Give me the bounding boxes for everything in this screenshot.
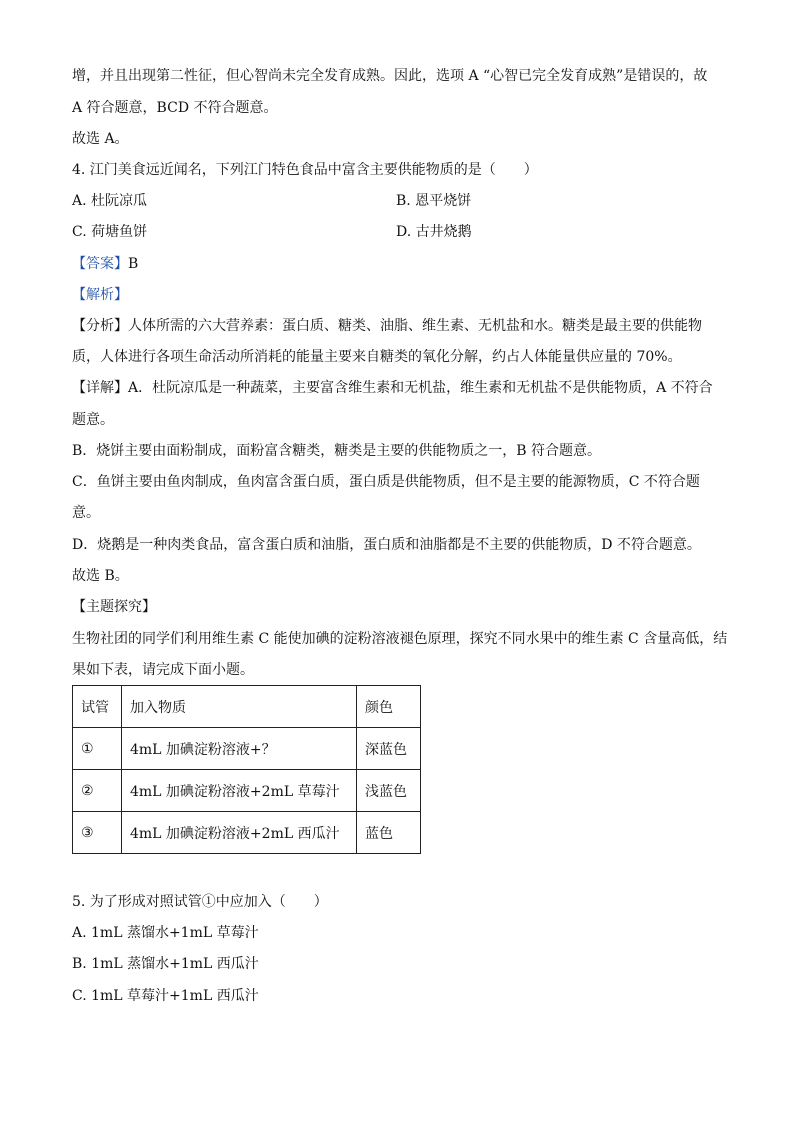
text-line: 果如下表，请完成下面小题。 [72,662,254,678]
table-cell: ② [73,770,122,812]
text-line: 故选 A。 [72,131,129,147]
table-cell: 4mL 加碘淀粉溶液+？ [122,728,357,770]
q4-option-d: D. 古井烧鹅 [396,224,472,240]
table-cell: ③ [73,812,122,854]
text-line: 增，并且出现第二性征，但心智尚未完全发育成熟。因此，选项 A “心智已完全发育成熟”是错误的，故 [72,68,708,84]
q4-option-b: B. 恩平烧饼 [396,193,472,209]
answer-value: B [128,256,139,272]
q5-option-c: C. 1mL 草莓汁+1mL 西瓜汁 [72,988,259,1004]
question-5-stem: 5. 为了形成对照试管①中应加入（ ） [72,894,328,910]
table-row [73,812,421,854]
table-cell: 蓝色 [357,812,421,854]
text-line: 题意。 [72,412,114,428]
table-cell: 4mL 加碘淀粉溶液+2mL 草莓汁 [122,770,357,812]
text-line: D．烧鹅是一种肉类食品，富含蛋白质和油脂，蛋白质和油脂都是不主要的供能物质，D 不符合题意。 [72,537,701,553]
table-header-row [73,686,421,728]
table-cell: ① [73,728,122,770]
text-line: 【详解】A．杜阮凉瓜是一种蔬菜，主要富含维生素和无机盐，维生素和无机盐不是供能物质，A 不符合 [72,380,713,396]
table-header-cell: 试管 [73,686,122,728]
text-line: 质，人体进行各项生命活动所消耗的能量主要来自糖类的氧化分解，约占人体能量供应量的 70%。 [72,349,682,365]
table-row [73,770,421,812]
text-line: A 符合题意，BCD 不符合题意。 [72,100,278,116]
answer-tag: 【答案】 [72,256,128,272]
text-line: 故选 B。 [72,568,129,584]
text-line: B．烧饼主要由面粉制成，面粉富含糖类，糖类是主要的供能物质之一，B 符合题意。 [72,443,602,459]
question-4-stem: 4. 江门美食远近闻名，下列江门特色食品中富含主要供能物质的是（ ） [72,162,538,178]
table-header-cell: 加入物质 [122,686,357,728]
q5-option-a: A. 1mL 蒸馏水+1mL 草莓汁 [72,925,259,941]
experiment-table [72,685,421,854]
text-line: 生物社团的同学们利用维生素 C 能使加碘的淀粉溶液褪色原理，探究不同水果中的维生素 C 含量高低，结 [72,631,728,647]
text-line: C．鱼饼主要由鱼肉制成，鱼肉富含蛋白质，蛋白质是供能物质，但不是主要的能源物质，C 不符合题 [72,474,700,490]
answer-line [72,254,138,274]
table-header-cell: 颜色 [357,686,421,728]
q4-option-a: A. 杜阮凉瓜 [72,193,148,209]
q4-option-c: C. 荷塘鱼饼 [72,224,148,240]
q5-option-b: B. 1mL 蒸馏水+1mL 西瓜汁 [72,956,259,972]
table-cell: 深蓝色 [357,728,421,770]
text-line: 【分析】人体所需的六大营养素：蛋白质、糖类、油脂、维生素、无机盐和水。糖类是最主要的供能物 [72,318,702,334]
theme-heading: 【主题探究】 [72,599,156,615]
analysis-tag: 【解析】 [72,287,128,303]
table-cell: 4mL 加碘淀粉溶液+2mL 西瓜汁 [122,812,357,854]
text-line: 意。 [72,505,100,521]
table-row [73,728,421,770]
table-cell: 浅蓝色 [357,770,421,812]
